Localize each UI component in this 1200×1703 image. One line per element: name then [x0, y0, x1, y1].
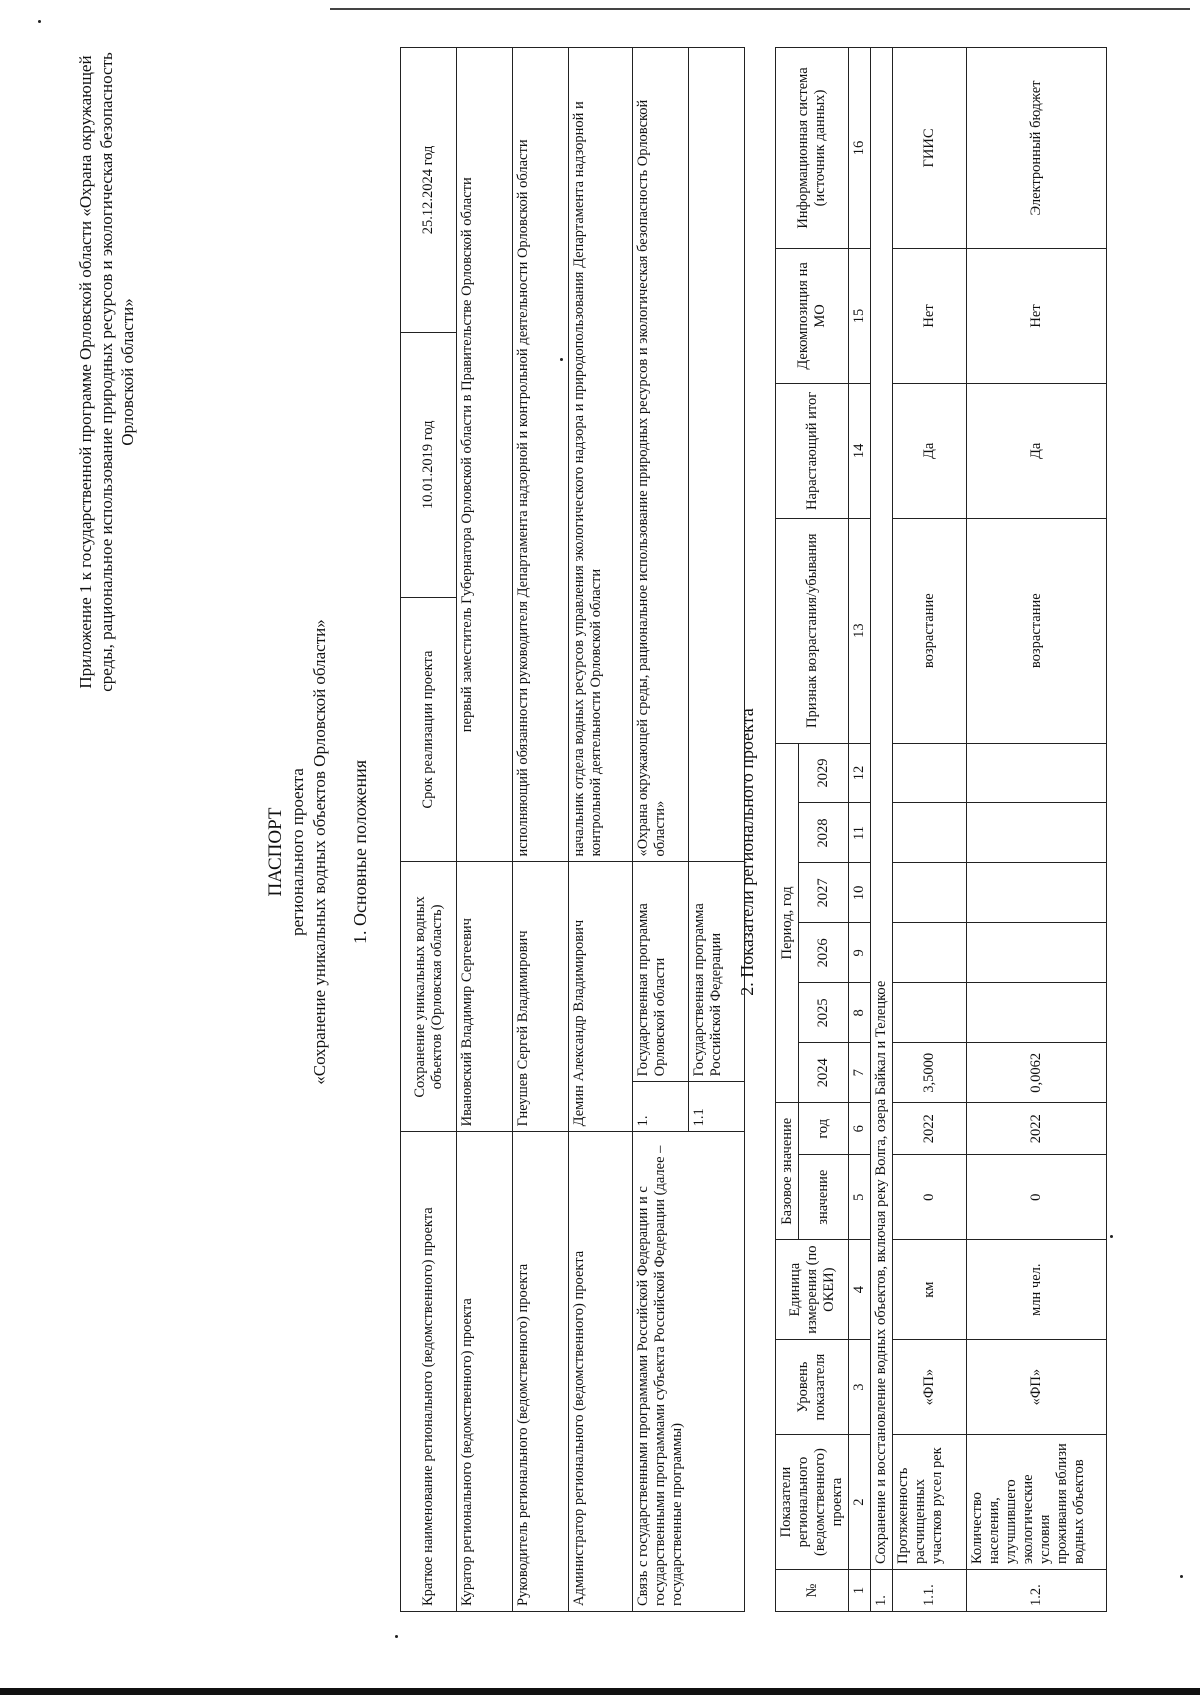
row-label: Краткое наименование регионального (ведомственного) проекта — [401, 1132, 457, 1612]
indicator-year-2027 — [967, 863, 1107, 923]
rotated-document-page — [20, 22, 1170, 1682]
indicator-decomposition: Нет — [893, 248, 967, 383]
indicator-level: «ФП» — [967, 1340, 1107, 1435]
column-number: 2 — [849, 1435, 871, 1570]
column-number: 5 — [849, 1155, 871, 1240]
indicator-base-year: 2022 — [893, 1103, 967, 1155]
column-number: 6 — [849, 1103, 871, 1155]
title-subtitle: регионального проекта — [288, 768, 307, 936]
table-row — [893, 48, 967, 1612]
row-label: Руководитель регионального (ведомственного) проекта — [513, 1132, 569, 1612]
indicators-table — [775, 47, 1107, 1612]
row-value: Сохранение уникальных водных объектов (Орловская область) — [401, 862, 457, 1132]
table-row — [513, 48, 569, 1612]
column-number: 11 — [849, 803, 871, 863]
indicator-level: «ФП» — [893, 1340, 967, 1435]
header-num: № — [776, 1570, 849, 1612]
program-label: Государственная программа Российской Федерации — [689, 862, 745, 1082]
indicator-sign: возрастание — [967, 518, 1107, 743]
header-sign: Признак возрастания/убывания — [776, 518, 849, 743]
term-end: 25.12.2024 год — [401, 48, 457, 333]
table-row — [967, 48, 1107, 1612]
indicator-year-2025 — [893, 983, 967, 1043]
scan-speck — [1180, 1575, 1183, 1578]
curator-name: Ивановский Владимир Сергеевич — [457, 862, 513, 1132]
header-info-system: Информационная система (источник данных) — [776, 48, 849, 249]
column-number: 8 — [849, 983, 871, 1043]
indicator-info-system: Электронный бюджет — [967, 48, 1107, 249]
indicator-base-value: 0 — [967, 1155, 1107, 1240]
indicator-cumulative: Да — [893, 383, 967, 518]
indicator-unit: км — [893, 1240, 967, 1340]
header-cumulative: Нарастающий итог — [776, 383, 849, 518]
header-decomposition: Декомпозиция на МО — [776, 248, 849, 383]
indicator-num: 1.2. — [967, 1570, 1107, 1612]
table-row — [569, 48, 633, 1612]
header-base: Базовое значение — [776, 1103, 799, 1240]
indicator-info-system: ГИИС — [893, 48, 967, 249]
header-year: 2025 — [799, 983, 849, 1043]
indicator-name: Количество населения, улучшившего экологические условия проживания вблизи водных объектов — [967, 1435, 1107, 1570]
column-number-row — [849, 48, 871, 1612]
admin-position: начальник отдела водных ресурсов управления экологического надзора и природопользования Департамента надзорной и контрольной деятельности Орловской области — [569, 48, 633, 862]
indicator-base-year: 2022 — [967, 1103, 1107, 1155]
column-number: 3 — [849, 1340, 871, 1435]
header-year: 2026 — [799, 923, 849, 983]
program-num: 1. — [633, 1082, 689, 1132]
row-label: Куратор регионального (ведомственного) проекта — [457, 1132, 513, 1612]
title-passport: ПАСПОРТ — [265, 807, 286, 897]
indicator-year-2024: 3,5000 — [893, 1043, 967, 1103]
term-start: 10.01.2019 год — [401, 332, 457, 597]
term-label: Срок реализации проекта — [401, 597, 457, 862]
column-number: 15 — [849, 248, 871, 383]
indicator-cumulative: Да — [967, 383, 1107, 518]
scan-edge-bottom — [0, 1688, 1200, 1695]
indicator-base-value: 0 — [893, 1155, 967, 1240]
column-number: 16 — [849, 48, 871, 249]
title-project-name: «Сохранение уникальных водных объектов Орловской области» — [310, 619, 329, 1085]
program-value: «Охрана окружающей среды, рациональное использование природных ресурсов и экологическая безопасность Орловской области» — [633, 48, 689, 862]
indicator-year-2029 — [967, 743, 1107, 803]
section-2-title: 2. Показатели регионального проекта — [737, 708, 757, 996]
indicator-unit: млн чел. — [967, 1240, 1107, 1340]
indicator-sign: возрастание — [893, 518, 967, 743]
indicator-decomposition: Нет — [967, 248, 1107, 383]
indicator-year-2027 — [893, 863, 967, 923]
column-number: 10 — [849, 863, 871, 923]
admin-name: Демин Александр Владимирович — [569, 862, 633, 1132]
program-label: Государственная программа Орловской области — [633, 862, 689, 1082]
indicator-year-2029 — [893, 743, 967, 803]
basic-provisions-table — [400, 47, 745, 1612]
section-1-title: 1. Основные положения — [350, 760, 370, 944]
header-base-value: значение — [799, 1155, 849, 1240]
head-name: Гнеушев Сергей Владимирович — [513, 862, 569, 1132]
header-unit: Единица измерения (по ОКЕИ) — [776, 1240, 849, 1340]
document-title — [265, 22, 331, 1682]
indicator-year-2025 — [967, 983, 1107, 1043]
header-year: 2027 — [799, 863, 849, 923]
column-number: 4 — [849, 1240, 871, 1340]
appendix-note: Приложение 1 к государственной программе Орловской области «Охрана окружающей среды, рациональное использование природных ресурсов и экологическая безопасность Орловской области» — [76, 52, 137, 692]
header-row — [776, 48, 799, 1612]
indicator-year-2028 — [967, 803, 1107, 863]
column-number: 1 — [849, 1570, 871, 1612]
indicator-year-2026 — [893, 923, 967, 983]
row-label: Администратор регионального (ведомственного) проекта — [569, 1132, 633, 1612]
header-base-year: год — [799, 1103, 849, 1155]
indicator-year-2024: 0,0062 — [967, 1043, 1107, 1103]
indicator-name: Протяженность расчищенных участков русел рек — [893, 1435, 967, 1570]
program-num: 1.1 — [689, 1082, 745, 1132]
header-year: 2029 — [799, 743, 849, 803]
table-row — [401, 48, 457, 1612]
column-number: 7 — [849, 1043, 871, 1103]
header-period: Период, год — [776, 743, 799, 1103]
group-title: Сохранение и восстановление водных объектов, включая реку Волга, озера Байкал и Телецкое — [871, 48, 893, 1570]
header-year: 2028 — [799, 803, 849, 863]
indicator-year-2026 — [967, 923, 1107, 983]
group-row — [871, 48, 893, 1612]
table-row — [457, 48, 513, 1612]
indicator-num: 1.1. — [893, 1570, 967, 1612]
curator-position: первый заместитель Губернатора Орловской области в Правительстве Орловской области — [457, 48, 513, 862]
table-row — [633, 48, 689, 1612]
header-level: Уровень показателя — [776, 1340, 849, 1435]
column-number: 13 — [849, 518, 871, 743]
group-num: 1. — [871, 1570, 893, 1612]
head-position: исполняющий обязанности руководителя Департамента надзорной и контрольной деятельности Орловской области — [513, 48, 569, 862]
column-number: 9 — [849, 923, 871, 983]
row-label: Связь с государственными программами Российской Федерации и с государственными программами субъекта Российской Федерации (далее – государственные программы) — [633, 1132, 745, 1612]
header-year: 2024 — [799, 1043, 849, 1103]
indicator-year-2028 — [893, 803, 967, 863]
column-number: 14 — [849, 383, 871, 518]
column-number: 12 — [849, 743, 871, 803]
scan-edge-top — [330, 8, 1190, 10]
header-indicator: Показатели регионального (ведомственного) проекта — [776, 1435, 849, 1570]
